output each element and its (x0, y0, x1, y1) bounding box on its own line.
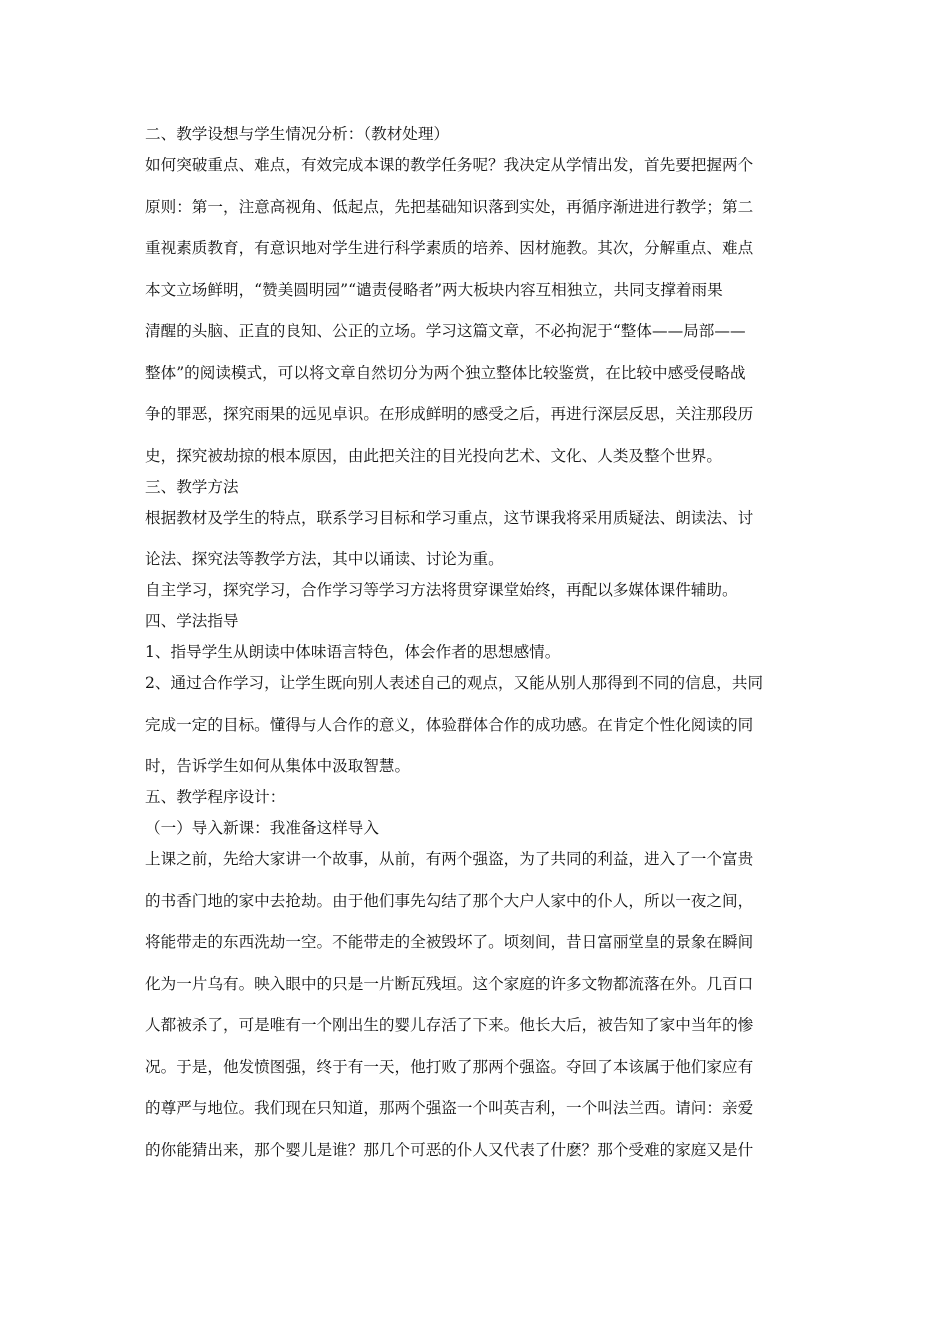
paragraph-line: 的你能猜出来，那个婴儿是谁？那几个可恶的仆人又代表了什麽？那个受难的家庭又是什 (145, 1140, 754, 1159)
paragraph-line: 争的罪恶，探究雨果的远见卓识。在形成鲜明的感受之后，再进行深层反思，关注那段历 (145, 405, 754, 423)
paragraph-line: 化为一片乌有。映入眼中的只是一片断瓦残垣。这个家庭的许多文物都流落在外。几百口 (145, 974, 754, 993)
paragraph-line: 清醒的头脑、正直的良知、公正的立场。学习这篇文章，不必拘泥于“整体——局部—— (145, 322, 746, 340)
paragraph-line: 时，告诉学生如何从集体中汲取智慧。 (145, 757, 411, 775)
paragraph-line: 如何突破重点、难点，有效完成本课的教学任务呢？我决定从学情出发，首先要把握两个 (145, 156, 754, 174)
paragraph-line: 人都被杀了，可是唯有一个刚出生的婴儿存活了下来。他长大后，被告知了家中当年的惨 (145, 1016, 754, 1034)
paragraph-line: 况。于是，他发愤图强，终于有一天，他打败了那两个强盗。夺回了本该属于他们家应有 (145, 1057, 754, 1076)
paragraph-line: 自主学习，探究学习，合作学习等学习方法将贯穿课堂始终，再配以多媒体课件辅助。 (145, 581, 738, 599)
section-heading-4: 四、学法指导 (145, 612, 239, 630)
list-item-1: 1、指导学生从朗读中体味语言特色，体会作者的思想感情。 (145, 643, 561, 661)
paragraph-line: 整体”的阅读模式，可以将文章自然切分为两个独立整体比较鉴赏，在比较中感受侵略战 (145, 363, 746, 382)
document-body (145, 124, 809, 1160)
section-heading-5: 五、教学程序设计： (145, 788, 286, 806)
paragraph-line: 重视素质教育，有意识地对学生进行科学素质的培养、因材施教。其次，分解重点、难点 (145, 239, 754, 257)
paragraph-line: 上课之前，先给大家讲一个故事，从前，有两个强盗，为了共同的利益，进入了一个富贵 (145, 850, 754, 868)
paragraph-line: 将能带走的东西洗劫一空。不能带走的全被毁坏了。顷刻间，昔日富丽堂皇的景象在瞬间 (145, 933, 754, 951)
paragraph-line: 的尊严与地位。我们现在只知道，那两个强盗一个叫英吉利，一个叫法兰西。请问：亲爱 (145, 1099, 754, 1117)
section-heading-2: 二、教学设想与学生情况分析：（教材处理） (145, 125, 450, 143)
paragraph-line: 本文立场鲜明，“赞美圆明园”“谴责侵略者”两大板块内容互相独立，共同支撑着雨果 (145, 280, 723, 299)
paragraph-line: 完成一定的目标。懂得与人合作的意义，体验群体合作的成功感。在肯定个性化阅读的同 (145, 715, 754, 734)
paragraph-line: 论法、探究法等教学方法，其中以诵读、讨论为重。 (145, 550, 504, 568)
paragraph-line: 原则：第一，注意高视角、低起点，先把基础知识落到实处，再循序渐进进行教学；第二 (145, 197, 754, 216)
list-item-2: 2、通过合作学习，让学生既向别人表述自己的观点，又能从别人那得到不同的信息，共同 (145, 674, 764, 692)
paragraph-line: 根据教材及学生的特点，联系学习目标和学习重点，这节课我将采用质疑法、朗读法、讨 (145, 508, 754, 527)
paragraph-line: 史，探究被劫掠的根本原因，由此把关注的目光投向艺术、文化、人类及整个世界。 (145, 446, 722, 465)
paragraph-line: 的书香门地的家中去抢劫。由于他们事先勾结了那个大户人家中的仆人，所以一夜之间， (145, 891, 754, 910)
section-heading-3: 三、教学方法 (145, 477, 239, 496)
subsection-heading-1: （一）导入新课：我准备这样导入 (145, 819, 379, 837)
